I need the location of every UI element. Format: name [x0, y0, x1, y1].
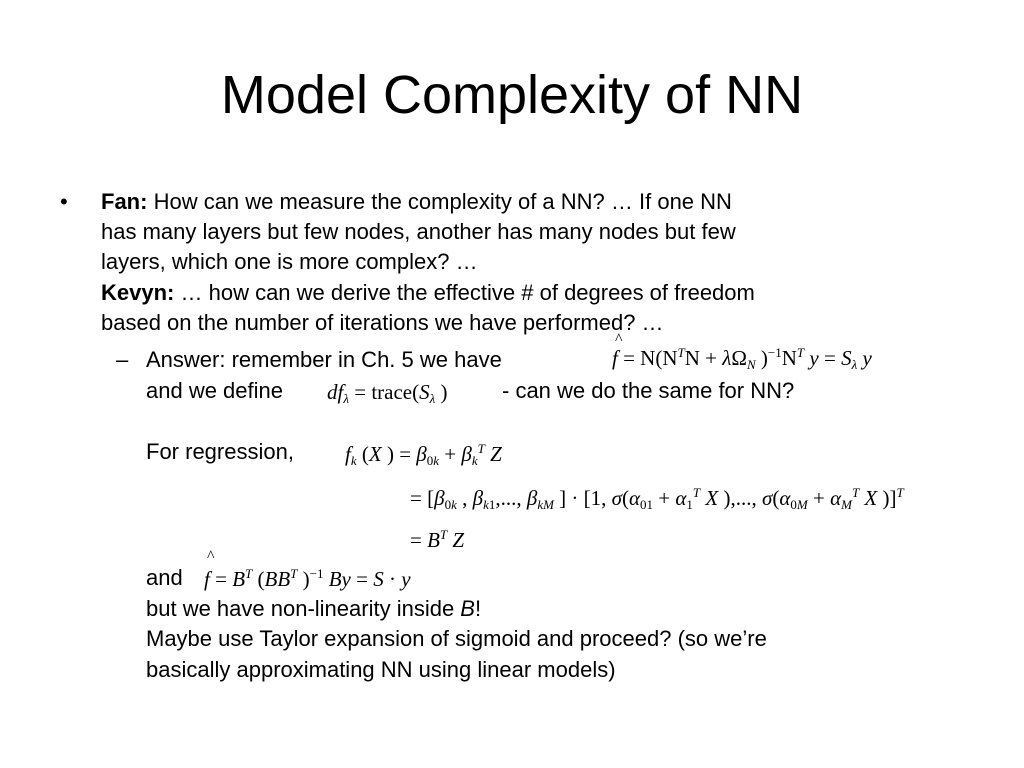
nn-fit-equation: $f = B^T$ ($BB^T$ )$^{-1}$ By = S · y: [204, 566, 411, 591]
same-for-nn-text: - can we do the same for NN?: [502, 378, 795, 403]
kevyn-text-2: based on the number of iterations we have performed? …: [101, 310, 664, 335]
nonlinearity-var: B: [460, 596, 475, 621]
df-equation: $df_\lambda$ = $trace(S_\lambda$ ): [327, 380, 448, 406]
taylor-text-1: Maybe use Taylor expansion of sigmoid and proceed? (so we’re: [146, 626, 767, 651]
fan-text-3: layers, which one is more complex? …: [101, 249, 478, 274]
smoother-equation: $f = N(N^TN + \lambda\Omega_N$ )$^{-1}N^T$ $y = S_\lambda$ y: [612, 345, 872, 372]
kevyn-label: Kevyn:: [101, 280, 175, 305]
kevyn-text-1: … how can we derive the effective # of degrees of freedom: [180, 280, 755, 305]
fan-label: Fan:: [101, 189, 148, 214]
nonlinearity-text: [146, 593, 481, 624]
kevyn-paragraph-line-1: [101, 277, 755, 308]
fan-text-1: How can we measure the complexity of a NN? … If one NN: [153, 189, 732, 214]
regression-equation-line-1: $f_k$ (X ) = $\beta_{0k} + \beta_k^T$ Z: [345, 441, 502, 468]
nonlinearity-prefix: but we have non-linearity inside: [146, 596, 461, 621]
fan-text-2: has many layers but few nodes, another has many nodes but few: [101, 219, 736, 244]
nonlinearity-suffix: !: [474, 596, 482, 621]
sub-bullet-dash: –: [116, 347, 129, 372]
answer-text: Answer: remember in Ch. 5 we have: [146, 347, 502, 372]
and-label: and: [146, 565, 183, 590]
taylor-text-2: basically approximating NN using linear models): [146, 657, 616, 682]
bullet-dot: •: [60, 189, 68, 214]
define-text: and we define: [146, 378, 283, 403]
regression-equation-line-3: = $B^T$ Z: [410, 527, 465, 552]
hat-accent-2: ^: [207, 548, 215, 565]
fan-paragraph-line-1: [101, 186, 732, 217]
regression-label: For regression,: [146, 439, 294, 464]
slide-title: Model Complexity of NN: [220, 65, 804, 125]
regression-equation-line-2: = [$\beta_{0k}$ , $\beta_{k1}$,..., $\beta_{kM}$ ] · [1, $\sigma(\alpha_{01} + \alpha_1^T$ X ),..., $\sigma(\alpha_{0M} + \alpha_M^T$ X )]$^T$: [410, 485, 904, 512]
hat-accent: ^: [615, 331, 623, 348]
